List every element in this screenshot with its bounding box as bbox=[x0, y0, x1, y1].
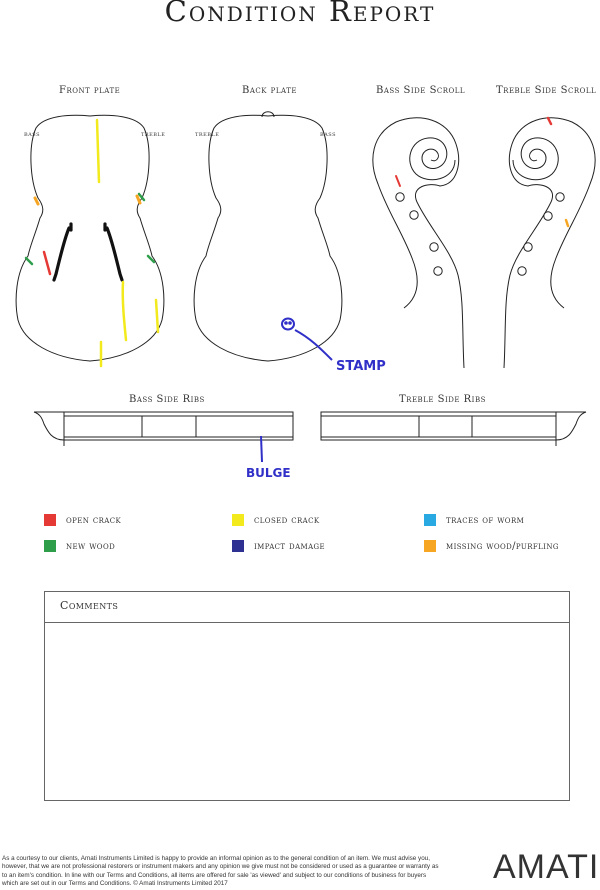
treble-side-ribs-label: Treble Side Ribs bbox=[399, 394, 486, 405]
bass-side-ribs-label: Bass Side Ribs bbox=[129, 394, 205, 405]
open-crack-mark bbox=[44, 252, 50, 274]
legend-label: traces of worm bbox=[446, 514, 525, 526]
legend-missing-wood bbox=[424, 539, 559, 553]
front-plate-label: Front plate bbox=[59, 85, 121, 96]
back-plate-outline bbox=[194, 115, 342, 361]
stamp-note: STAMP bbox=[336, 359, 386, 374]
treble-ribs-neck bbox=[556, 412, 586, 446]
bass-ribs-outline bbox=[64, 412, 293, 440]
legend-label: missing wood/purfling bbox=[446, 540, 559, 552]
stamp-annotation bbox=[282, 319, 332, 361]
treble-scroll-spiral bbox=[513, 138, 558, 180]
missing-wood-mark bbox=[566, 220, 568, 226]
legend-traces-of-worm bbox=[424, 513, 524, 527]
closed-crack-mark bbox=[123, 282, 126, 340]
bass-scroll-spiral bbox=[410, 138, 455, 180]
legend-label: closed crack bbox=[254, 514, 320, 526]
open-crack-mark bbox=[548, 118, 551, 124]
legend-closed-crack bbox=[232, 513, 320, 527]
back-plate-label: Back plate bbox=[242, 85, 297, 96]
bulge-pointer bbox=[261, 436, 262, 462]
back-bass-side-label: bass bbox=[320, 130, 337, 138]
legend-swatch bbox=[424, 540, 436, 552]
bass-ribs-neck bbox=[34, 412, 64, 446]
legend-label: open crack bbox=[66, 514, 122, 526]
front-treble-side-label: treble bbox=[141, 130, 166, 138]
comments-heading: Comments bbox=[45, 592, 569, 623]
back-treble-side-label: treble bbox=[195, 130, 220, 138]
legend-swatch bbox=[232, 514, 244, 526]
comments-box[interactable] bbox=[44, 591, 570, 801]
legend-swatch bbox=[44, 540, 56, 552]
legend-open-crack bbox=[44, 513, 121, 527]
bass-peg-hole-2 bbox=[410, 211, 418, 219]
legend-swatch bbox=[44, 514, 56, 526]
page-title: Condition Report bbox=[164, 0, 436, 28]
front-bass-side-label: bass bbox=[24, 130, 41, 138]
closed-crack-mark bbox=[156, 300, 158, 332]
legend-swatch bbox=[424, 514, 436, 526]
legend-impact-damage bbox=[232, 539, 325, 553]
new-wood-mark bbox=[26, 258, 32, 264]
treble-ribs-outline bbox=[321, 412, 556, 440]
front-left-f-hole bbox=[54, 224, 71, 280]
treble-peg-hole-3 bbox=[524, 243, 532, 251]
legend-new-wood bbox=[44, 539, 115, 553]
bass-scroll-outline bbox=[373, 118, 464, 368]
treble-peg-hole-4 bbox=[518, 267, 526, 275]
bass-peg-hole-1 bbox=[396, 193, 404, 201]
treble-side-scroll-label: Treble Side Scroll bbox=[496, 85, 597, 96]
front-right-f-hole bbox=[105, 224, 122, 280]
legend-label: impact damage bbox=[254, 540, 326, 552]
legend-swatch bbox=[232, 540, 244, 552]
treble-peg-hole-2 bbox=[544, 212, 552, 220]
missing-wood-mark bbox=[35, 198, 38, 204]
brand-logo: AMATI bbox=[493, 848, 600, 886]
front-plate-outline bbox=[16, 115, 164, 361]
treble-peg-hole-1 bbox=[556, 193, 564, 201]
missing-wood-mark bbox=[137, 196, 140, 203]
bass-peg-hole-4 bbox=[434, 267, 442, 275]
disclaimer-text: As a courtesy to our clients, Amati Instruments Limited is happy to provide an informal opinion as to the general condition of an item. We must advise you, however, that we are not professional restorers or instrument makers and any opinion we give must not be considered or used as a guarantee or warranty as to an item's condition. In line with our Terms and Conditions, all items are offered for sale 'as viewed' and subject to our conditions of business for buyers which are set out in our Terms and Conditions. © Amati Instruments Limited 2017 bbox=[2, 855, 439, 888]
bass-peg-hole-3 bbox=[430, 243, 438, 251]
bass-side-scroll-label: Bass Side Scroll bbox=[376, 85, 466, 96]
treble-scroll-outline-path bbox=[504, 118, 595, 368]
open-crack-mark bbox=[396, 176, 400, 186]
legend-label: new wood bbox=[66, 540, 116, 552]
bulge-note: BULGE bbox=[246, 466, 291, 480]
closed-crack-mark bbox=[97, 120, 99, 182]
